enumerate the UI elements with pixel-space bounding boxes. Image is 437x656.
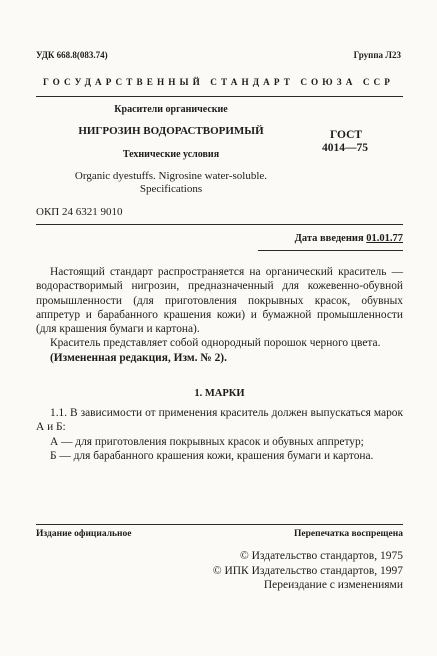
clause-paragraph: 1.1. В зависимости от применения краситель должен выпускаться марок А и Б:	[36, 407, 403, 434]
grade-a-paragraph: А — для приготовления покрывных красок и обувных аппретур;	[50, 435, 364, 448]
gost-label: ГОСТ	[330, 129, 363, 141]
intro-date-label: Дата введения	[294, 233, 364, 244]
body-paragraph: Краситель представляет собой однородный порошок черного цвета.	[50, 337, 381, 350]
grade-b-paragraph: Б — для барабанного крашения кожи, крашения бумаги и картона.	[50, 449, 374, 462]
reprint-notice: Перепечатка воспрещена	[293, 529, 403, 539]
english-title-line1: Organic dyestuffs. Nigrosine water-soluble.	[74, 170, 268, 182]
top-divider	[36, 96, 403, 97]
intro-text	[36, 265, 403, 365]
doc-category: Красители органические	[114, 104, 228, 115]
section-text	[36, 406, 403, 463]
body-paragraph: Настоящий стандарт распространяется на органический краситель — водорастворимый нигрозин, предназначенный для кожевенно-обувной промышленности (для приготовления покрывных красок, обувных аппретур и барабанного крашения кожи) и бумажной промышленности (для крашения бумаги и картона).	[36, 266, 403, 336]
section-title: 1. МАРКИ	[194, 388, 245, 399]
udk-code: УДК 668.8(083.74)	[36, 50, 108, 60]
okp-code: ОКП 24 6321 9010	[36, 206, 123, 218]
gost-number: 4014—75	[322, 142, 368, 154]
state-standard-banner: ГОСУДАРСТВЕННЫЙ СТАНДАРТ СОЮЗА ССР	[42, 77, 395, 87]
intro-date	[295, 233, 403, 244]
reissue-note: Переиздание с изменениями	[263, 579, 403, 591]
okp-divider	[36, 224, 403, 225]
doc-title: НИГРОЗИН ВОДОРАСТВОРИМЫЙ	[78, 125, 264, 137]
official-edition: Издание официальное	[36, 529, 132, 539]
copyright-1975: © Издательство стандартов, 1975	[239, 550, 403, 562]
english-title-line2: Specifications	[139, 183, 203, 195]
footer-divider	[36, 524, 403, 525]
amendment-note: (Измененная редакция, Изм. № 2).	[50, 351, 227, 364]
date-divider	[258, 250, 403, 251]
group-code: Группа Л23	[353, 50, 401, 60]
copyright-1997: © ИПК Издательство стандартов, 1997	[212, 565, 403, 577]
doc-subtitle: Технические условия	[122, 149, 220, 160]
intro-date-value: 01.01.77	[366, 233, 403, 244]
